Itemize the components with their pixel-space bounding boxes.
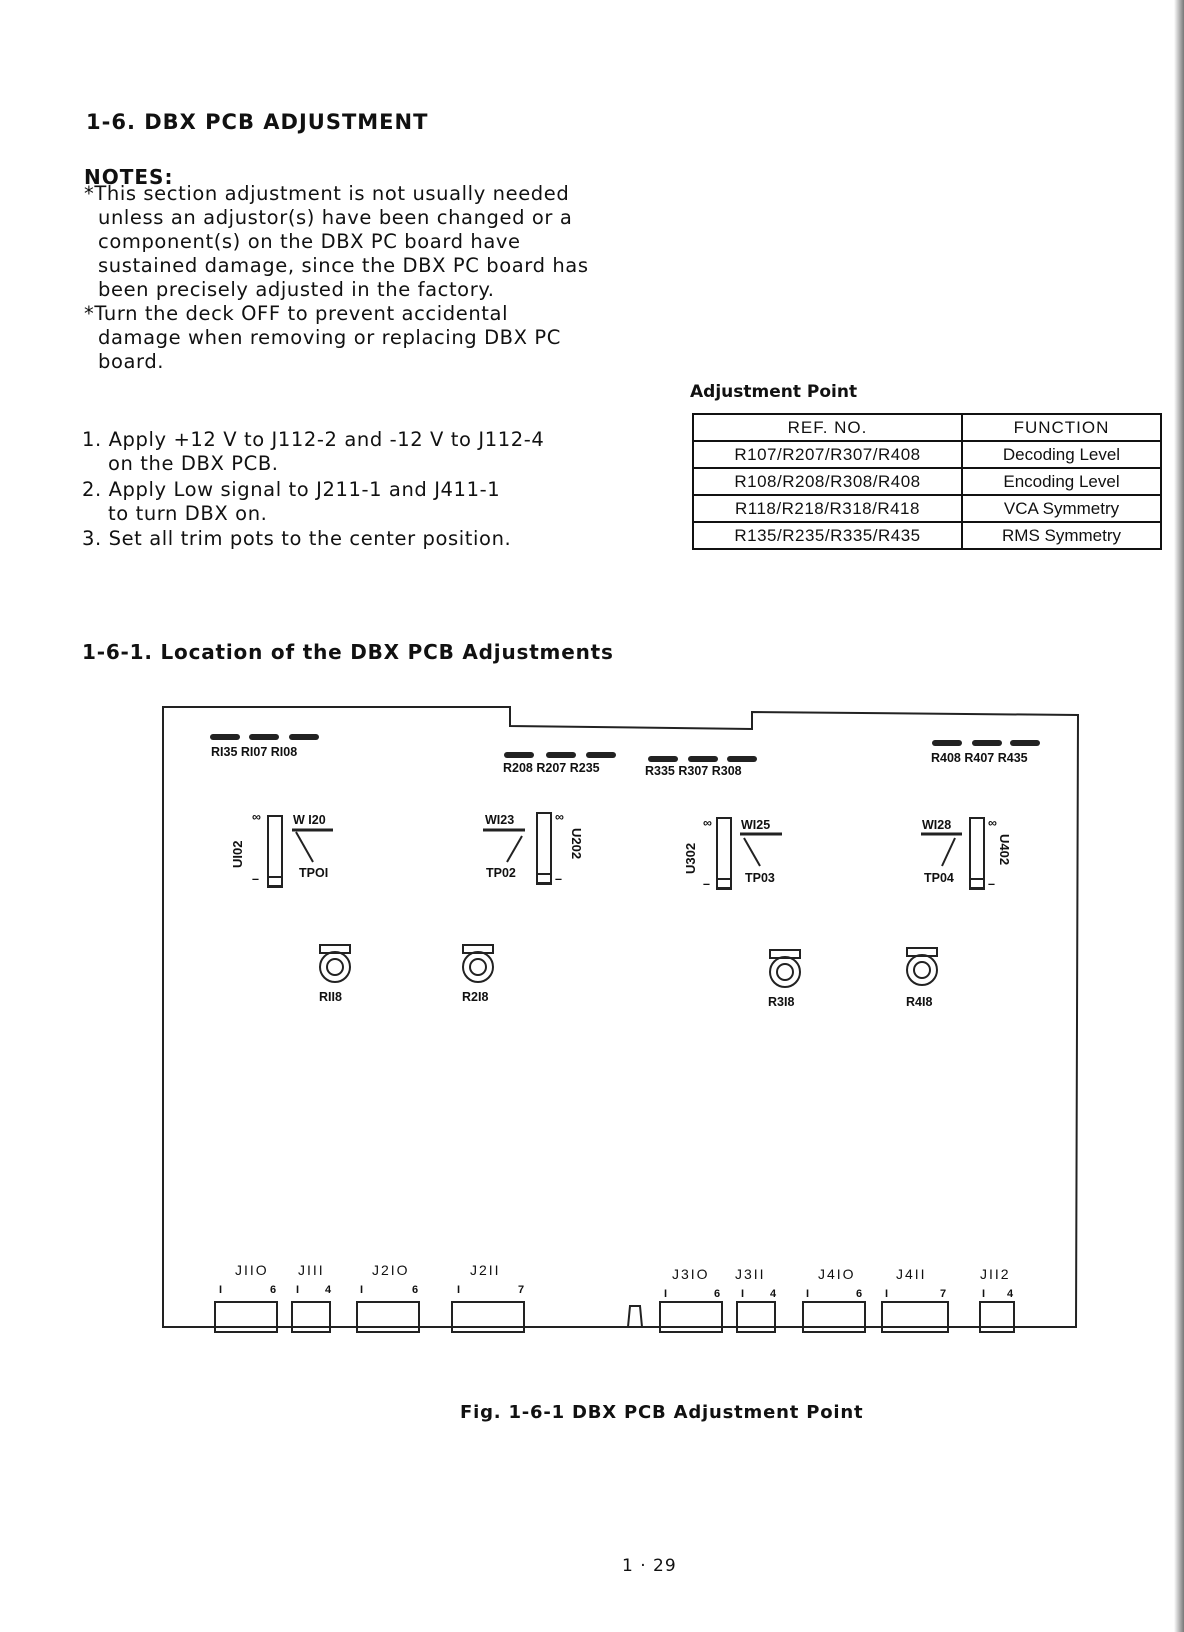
ic-u102 <box>268 816 282 886</box>
u302-minus: – <box>703 877 710 891</box>
u202-minus: – <box>555 872 562 886</box>
trimpot-r318-inner <box>777 964 793 980</box>
pin-label: 7 <box>940 1288 947 1300</box>
pin-label: 7 <box>518 1284 525 1296</box>
pin-label: I <box>806 1288 810 1300</box>
resistor-r408 <box>932 740 962 746</box>
function-cell: Encoding Level <box>962 468 1161 495</box>
j112-label: JII2 <box>980 1266 1011 1282</box>
step-2-line-2: to turn DBX on. <box>108 502 268 525</box>
resistor-r435 <box>1010 740 1040 746</box>
j211-label: J2II <box>470 1262 501 1278</box>
u202-pin8: ∞ <box>555 810 564 824</box>
note-1-line-4: sustained damage, since the DBX PC board has <box>98 254 589 277</box>
resistor-group-3-label: R335 R307 R308 <box>645 764 742 778</box>
pin-label: 4 <box>770 1288 777 1300</box>
trimpot-r418 <box>907 955 937 985</box>
resistor-r308 <box>727 756 757 762</box>
j311-label: J3II <box>735 1266 766 1282</box>
tp04-lead <box>942 838 955 866</box>
u402-minus: – <box>988 877 995 891</box>
u302-label: U302 <box>683 842 698 874</box>
resistor-glyphs <box>210 734 1040 762</box>
u402-pin8: ∞ <box>988 816 997 830</box>
ic-u402 <box>970 818 984 888</box>
step-2-line-1: 2. Apply Low signal to J211-1 and J411-1 <box>82 478 501 501</box>
header-ref-no: REF. NO. <box>693 414 962 441</box>
resistor-r135 <box>210 734 240 740</box>
u102-minus: – <box>252 872 259 886</box>
r118-label: RII8 <box>319 990 342 1004</box>
ref-cell: R108/R208/R308/R408 <box>693 468 962 495</box>
ref-cell: R118/R218/R318/R418 <box>693 495 962 522</box>
resistor-r207 <box>546 752 576 758</box>
tp02-label: TP02 <box>486 866 516 880</box>
ref-cell: R135/R235/R335/R435 <box>693 522 962 549</box>
pin-label: I <box>360 1284 364 1296</box>
pin-label: 6 <box>856 1288 863 1300</box>
note-1-line-5: been precisely adjusted in the factory. <box>98 278 495 301</box>
resistor-r107 <box>249 734 279 740</box>
note-1-line-1: *This section adjustment is not usually needed <box>84 182 570 205</box>
tp02-lead <box>507 836 522 862</box>
j310-label: J3IO <box>672 1266 710 1282</box>
function-cell: Decoding Level <box>962 441 1161 468</box>
trimpot-r118-inner <box>327 959 343 975</box>
notes-heading: NOTES: <box>84 165 174 189</box>
u302-pin8: ∞ <box>703 816 712 830</box>
tp04-label: TP04 <box>924 871 954 885</box>
pin-label: I <box>741 1288 745 1300</box>
ic-u302 <box>717 818 731 888</box>
pin-label: I <box>664 1288 668 1300</box>
resistor-group-2-label: R208 R207 R235 <box>503 761 600 775</box>
trimpot-r118 <box>320 952 350 982</box>
w123-label: WI23 <box>485 813 515 827</box>
pin-label: 4 <box>1007 1288 1014 1300</box>
j210-label: J2IO <box>372 1262 410 1278</box>
resistor-r235 <box>586 752 616 758</box>
header-function: FUNCTION <box>962 414 1161 441</box>
pin-label: 6 <box>714 1288 721 1300</box>
note-2-line-3: board. <box>98 350 165 373</box>
trimpot-r418-inner <box>914 962 930 978</box>
j111-label: JIII <box>298 1262 325 1278</box>
resistor-r407 <box>972 740 1002 746</box>
tp03-label: TP03 <box>745 871 775 885</box>
w120-label: W I20 <box>293 813 326 827</box>
w125-label: WI25 <box>741 818 771 832</box>
tp01-label: TPOI <box>299 866 329 880</box>
u102-label: UI02 <box>230 840 245 868</box>
resistor-r335 <box>648 756 678 762</box>
location-subtitle: 1-6-1. Location of the DBX PCB Adjustments <box>82 640 614 664</box>
resistor-r208 <box>504 752 534 758</box>
pin-label: I <box>457 1284 461 1296</box>
ref-cell: R107/R207/R307/R408 <box>693 441 962 468</box>
section-title: 1-6. DBX PCB ADJUSTMENT <box>86 110 429 134</box>
figure-caption: Fig. 1-6-1 DBX PCB Adjustment Point <box>460 1402 864 1423</box>
function-cell: VCA Symmetry <box>962 495 1161 522</box>
j410-label: J4IO <box>818 1266 856 1282</box>
r318-label: R3I8 <box>768 995 795 1009</box>
note-1-line-3: component(s) on the DBX PC board have <box>98 230 521 253</box>
pin-label: I <box>296 1284 300 1296</box>
pin-label: 6 <box>412 1284 419 1296</box>
adjustment-point-label: Adjustment Point <box>690 382 858 402</box>
ic-u202 <box>537 813 551 883</box>
board-notch <box>628 1306 642 1327</box>
resistor-group-1-label: RI35 RI07 RI08 <box>211 745 298 759</box>
u402-label: U402 <box>997 834 1012 866</box>
note-2-line-1: *Turn the deck OFF to prevent accidental <box>84 302 509 325</box>
step-1-line-1: 1. Apply +12 V to J112-2 and -12 V to J112-4 <box>82 428 545 451</box>
u102-pin8: ∞ <box>252 810 261 824</box>
trimpot-r318 <box>770 957 800 987</box>
note-2-line-2: damage when removing or replacing DBX PC <box>98 326 561 349</box>
resistor-r307 <box>688 756 718 762</box>
tp03-lead <box>744 838 760 866</box>
pcb-outline <box>163 707 1078 1327</box>
pin-label: I <box>982 1288 986 1300</box>
u202-label: U202 <box>569 828 584 860</box>
tp01-lead <box>296 832 313 862</box>
page-number: 1 · 29 <box>622 1556 677 1576</box>
j110-label: JIIO <box>235 1262 269 1278</box>
step-3-line-1: 3. Set all trim pots to the center position. <box>82 527 512 550</box>
trimpot-r218 <box>463 952 493 982</box>
r218-label: R2I8 <box>462 990 489 1004</box>
pin-label: I <box>885 1288 889 1300</box>
resistor-r108 <box>289 734 319 740</box>
trimpot-r218-inner <box>470 959 486 975</box>
step-1-line-2: on the DBX PCB. <box>108 452 279 475</box>
pin-label: I <box>219 1284 223 1296</box>
note-1-line-2: unless an adjustor(s) have been changed or a <box>98 206 573 229</box>
scan-edge-shadow <box>1174 0 1184 1632</box>
w128-label: WI28 <box>922 818 952 832</box>
j411-label: J4II <box>896 1266 927 1282</box>
pin-label: 6 <box>270 1284 277 1296</box>
pin-label: 4 <box>325 1284 332 1296</box>
resistor-group-4-label: R408 R407 R435 <box>931 751 1028 765</box>
function-cell: RMS Symmetry <box>962 522 1161 549</box>
r418-label: R4I8 <box>906 995 933 1009</box>
